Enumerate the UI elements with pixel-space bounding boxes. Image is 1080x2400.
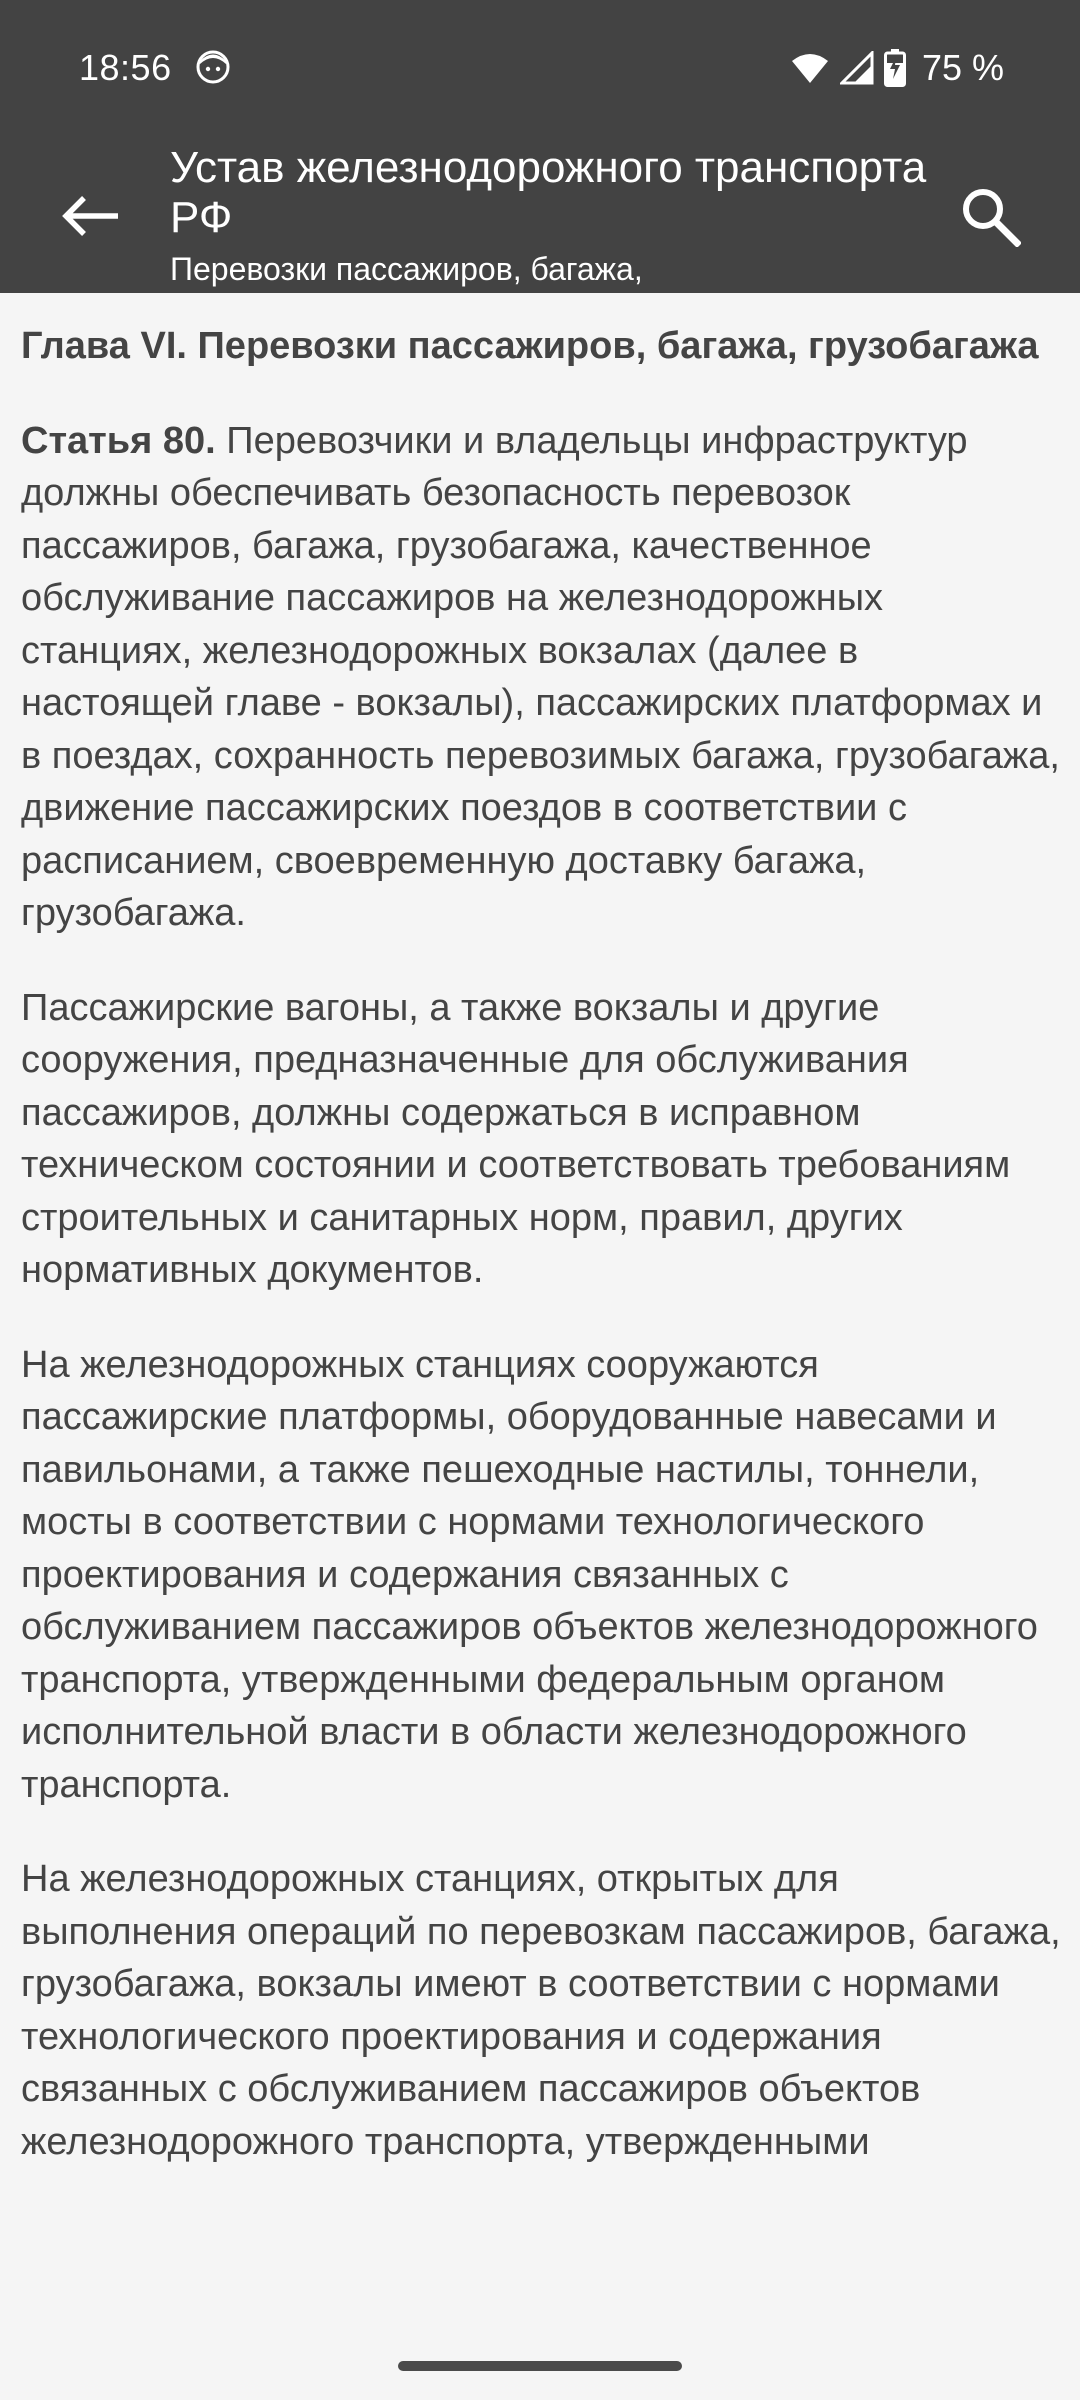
- article-content: [21, 320, 1061, 2210]
- paragraph: На железнодорожных станциях, открытых для выполнения операций по перевозкам пассажиров, багажа, грузобагажа, вокзалы имеют в соответствии с нормами технологического проектирования и содержания связанных с обслуживанием пассажиров объектов железнодорожного транспорта, утвержденными: [21, 1858, 1061, 2163]
- chapter-title: Глава VI. Перевозки пассажиров, багажа, грузобагажа: [21, 325, 1039, 367]
- page-title: Устав железнодорожного транспорта РФ: [170, 143, 927, 242]
- wifi-icon: [790, 51, 830, 85]
- status-time: 18:56: [79, 47, 172, 88]
- face-icon: [196, 50, 230, 84]
- article-paragraph: [21, 415, 1061, 940]
- search-button[interactable]: [940, 168, 1040, 268]
- battery-percentage: 75 %: [921, 47, 1004, 88]
- status-indicators: [790, 44, 1004, 92]
- paragraph: Пассажирские вагоны, а также вокзалы и другие сооружения, предназначенные для обслуживания пассажиров, должны содержаться в исправном техническом состоянии и соответствовать требованиям строительных и санитарных норм, правил, других нормативных документов.: [21, 986, 1011, 1291]
- back-button[interactable]: [40, 168, 140, 268]
- search-icon: [959, 185, 1021, 252]
- signal-icon: [840, 51, 874, 85]
- article-label: Статья 80.: [21, 419, 216, 462]
- paragraph: На железнодорожных станциях сооружаются пассажирские платформы, оборудованные навесами и павильонами, а также пешеходные настилы, тоннели, мосты в соответствии с нормами технологического проектирования и содержания связанных с обслуживанием пассажиров объектов железнодорожного транспорта, утвержденными федеральным органом исполнительной власти в области железнодорожного транспорта.: [21, 1343, 1038, 1806]
- page-subtitle: Перевозки пассажиров, багажа,: [170, 251, 643, 287]
- arrow-left-icon: [60, 194, 120, 243]
- gesture-navigation-handle[interactable]: [398, 2361, 682, 2371]
- app-bar: [0, 135, 1080, 293]
- status-bar: [0, 0, 1080, 135]
- battery-charging-icon: [884, 49, 906, 87]
- paragraph-text: Перевозчики и владельцы инфраструктур должны обеспечивать безопасность перевозок пассажиров, багажа, грузобагажа, качественное обслуживание пассажиров на железнодорожных станциях, железнодорожных вокзалах (далее в настоящей главе - вокзалы), пассажирских платформах и в поездах, сохранность перевозимых багажа, грузобагажа, движение пассажирских поездов в соответствии с расписанием, своевременную доставку багажа, грузобагажа.: [21, 419, 1060, 934]
